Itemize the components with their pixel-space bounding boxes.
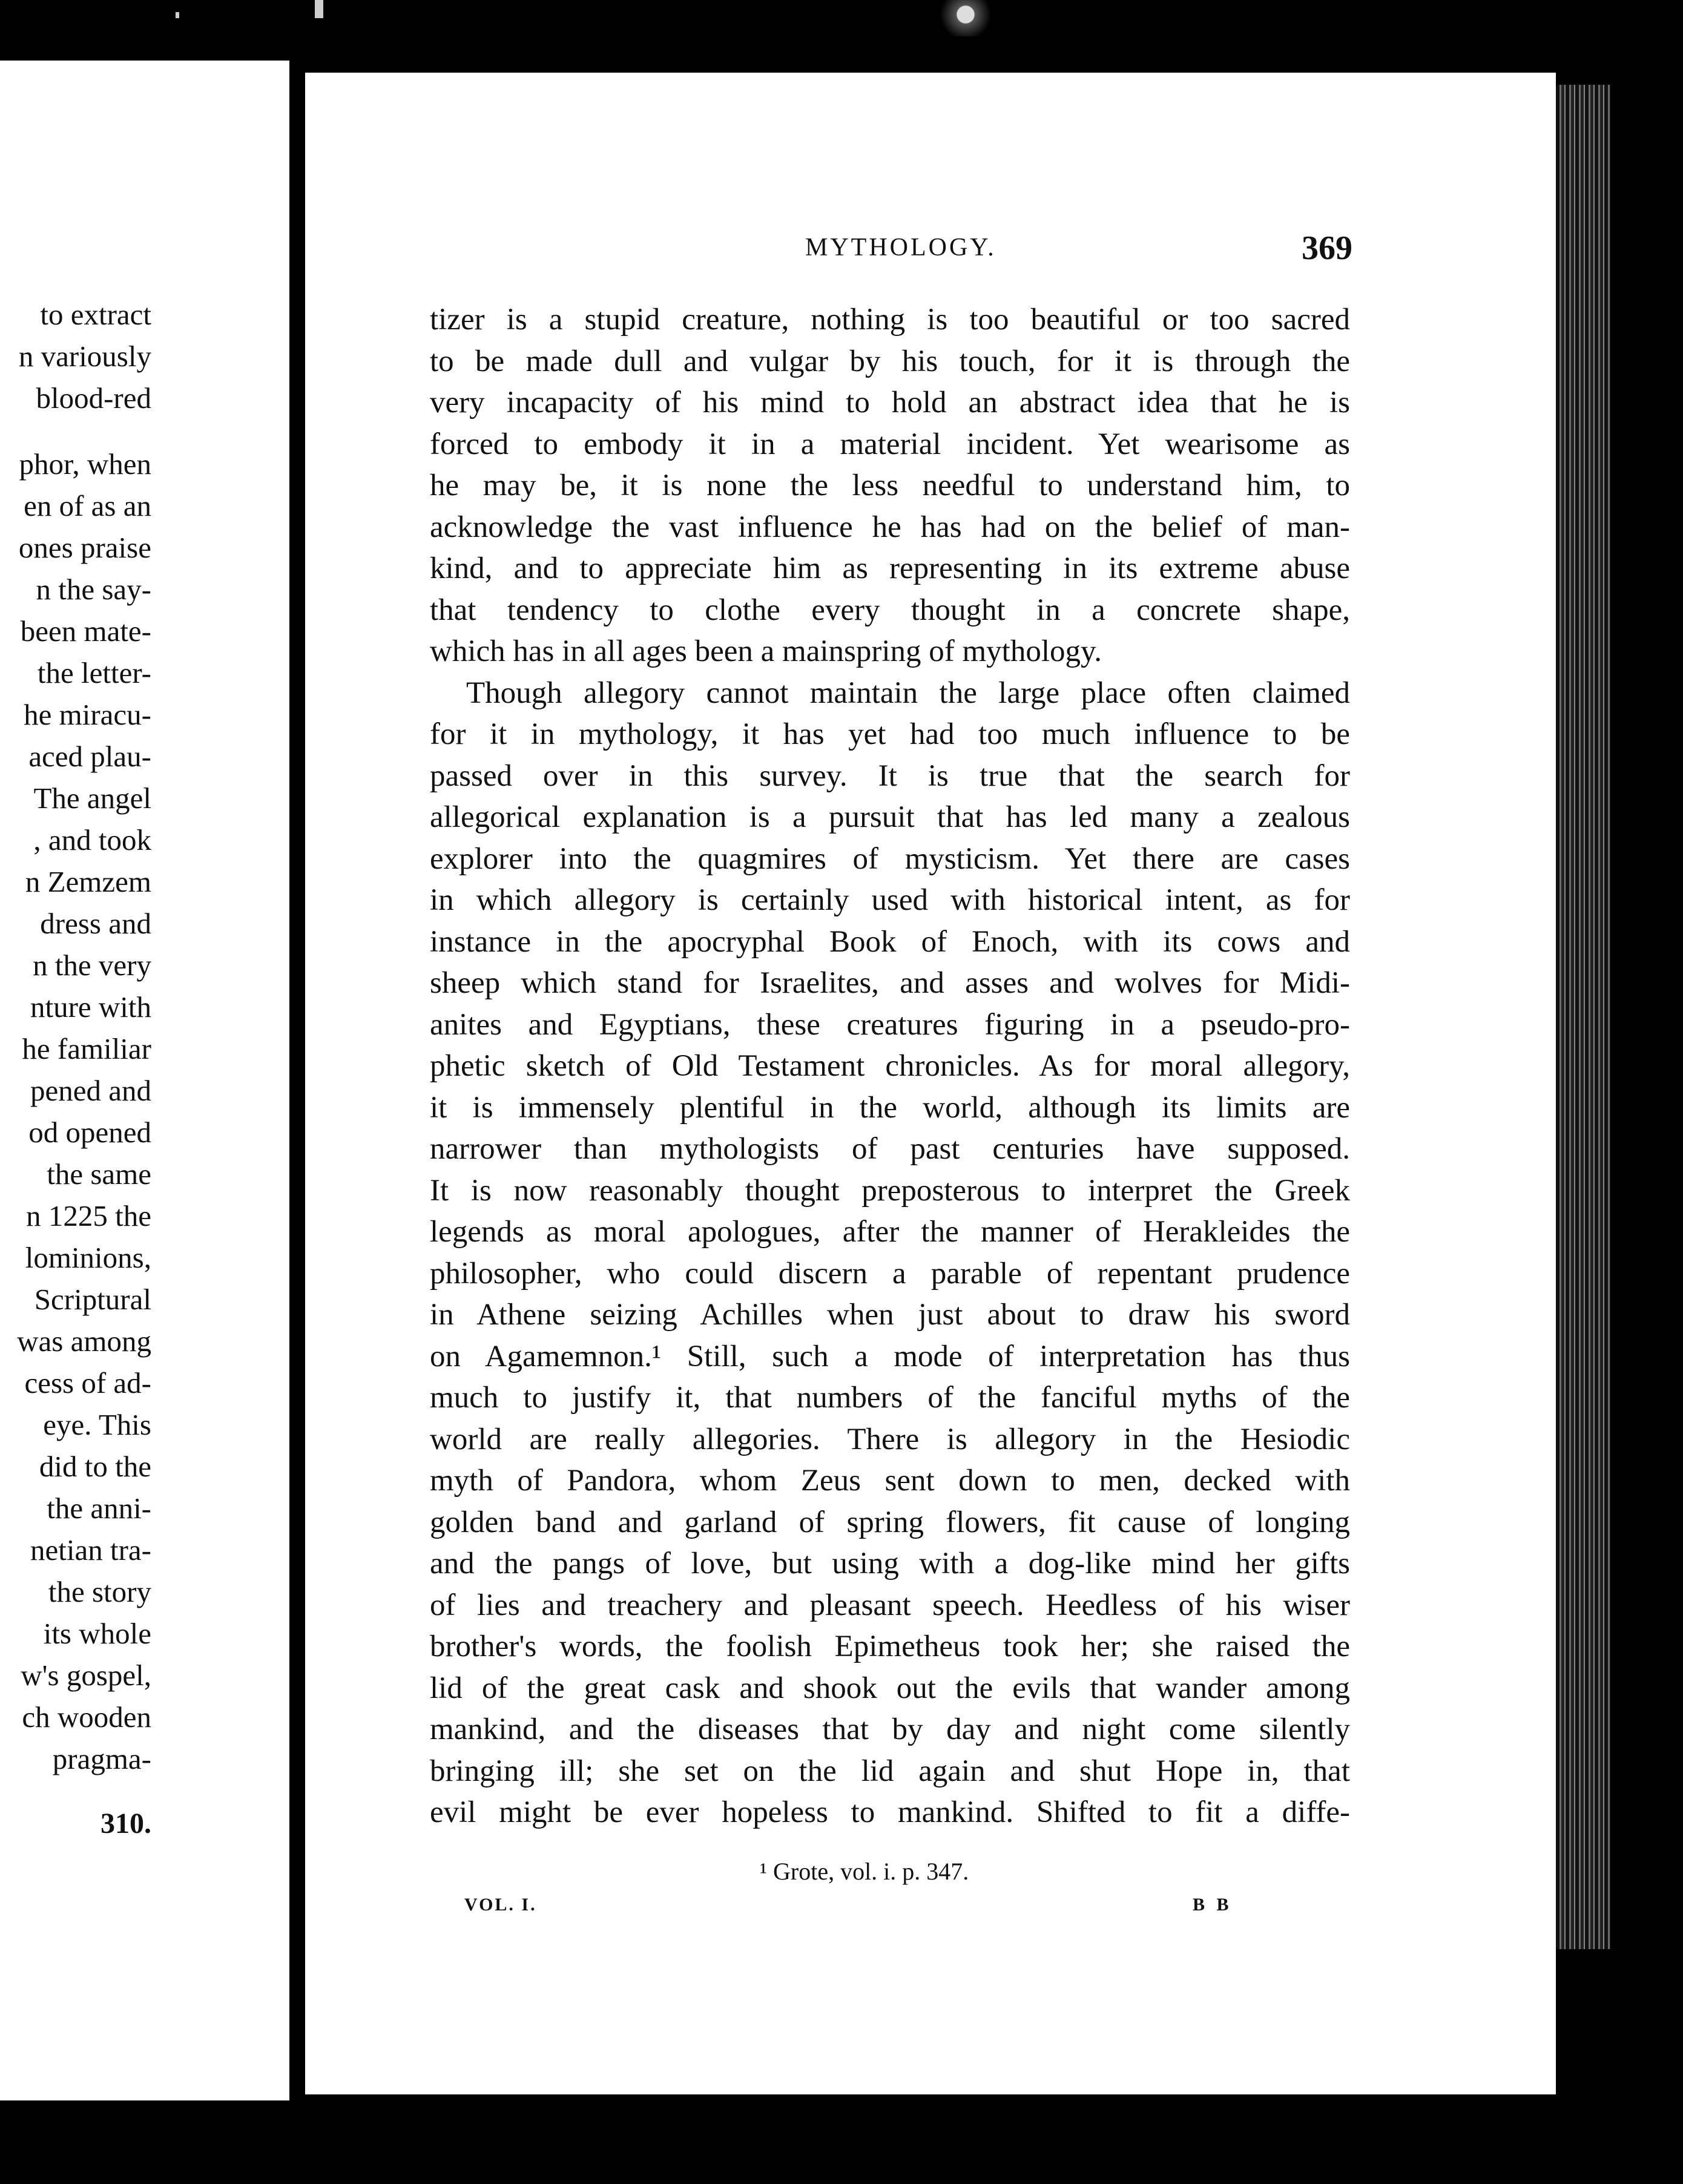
- body-line: explorer into the quagmires of mysticism. Yet there are cases: [430, 841, 1350, 876]
- page-edge-strip: [1556, 85, 1610, 1949]
- left-page-line: did to the: [39, 1450, 151, 1483]
- left-page-line: ch wooden: [22, 1700, 151, 1734]
- left-page-line: en of as an: [24, 489, 151, 522]
- body-line: myth of Pandora, whom Zeus sent down to men, decked with: [430, 1464, 1350, 1498]
- left-page-line: nture with: [30, 990, 151, 1024]
- left-page-text: [0, 294, 289, 1780]
- body-line: evil might be ever hopeless to mankind. Shifted to fit a diffe-: [430, 1795, 1350, 1829]
- left-page-line: netian tra-: [30, 1533, 151, 1567]
- left-page-line: the letter-: [37, 656, 151, 689]
- left-page-line: dress and: [40, 907, 151, 940]
- body-line: in Athene seizing Achilles when just about to draw his sword: [430, 1298, 1350, 1332]
- page-number: 369: [1302, 229, 1352, 267]
- gutter: [289, 61, 305, 2131]
- left-page-line: been mate-: [20, 614, 151, 648]
- body-line: legends as moral apologues, after the manner of Herakleides the: [430, 1215, 1350, 1249]
- body-line: in which allegory is certainly used with historical intent, as for: [430, 883, 1350, 917]
- body-line: and the pangs of love, but using with a dog-like mind her gifts: [430, 1547, 1350, 1580]
- body-line: acknowledge the vast influence he has had on the belief of man-: [430, 510, 1350, 544]
- left-page-line: od opened: [28, 1116, 151, 1149]
- body-line: instance in the apocryphal Book of Enoch, with its cows and: [430, 924, 1350, 959]
- body-line: bringing ill; she set on the lid again and shut Hope in, that: [430, 1754, 1350, 1788]
- signature-mark-right: B B: [1193, 1895, 1233, 1915]
- left-page-line: aced plau-: [28, 740, 151, 773]
- body-line: for it in mythology, it has yet had too much influence to be: [430, 717, 1350, 751]
- left-page-line: blood-red: [36, 381, 151, 415]
- left-page-line: n the very: [33, 949, 151, 982]
- scan-speck: [315, 0, 323, 18]
- body-line: allegorical explanation is a pursuit that has led many a zealous: [430, 800, 1350, 834]
- left-page-line: w's gospel,: [21, 1659, 151, 1692]
- left-page-line: he miracu-: [24, 698, 151, 731]
- body-line: he may be, it is none the less needful to understand him, to: [430, 469, 1350, 502]
- body-line: on Agamemnon.¹ Still, such a mode of interpretation has thus: [430, 1339, 1350, 1373]
- left-page-line: was among: [17, 1324, 151, 1358]
- body-line: very incapacity of his mind to hold an abstract idea that he is: [430, 386, 1350, 419]
- left-page-line: n Zemzem: [25, 865, 151, 898]
- running-head: MYTHOLOGY.: [805, 234, 996, 261]
- body-line: mankind, and the diseases that by day and night come silently: [430, 1712, 1350, 1746]
- body-line: anites and Egyptians, these creatures figuring in a pseudo-pro-: [430, 1007, 1350, 1042]
- left-page-line: pened and: [30, 1074, 151, 1107]
- left-page-line: ones praise: [18, 531, 151, 564]
- body-line: of lies and treachery and pleasant speech. Heedless of his wiser: [430, 1588, 1350, 1622]
- left-page-line: cess of ad-: [24, 1366, 151, 1400]
- top-ornament: [929, 0, 1002, 36]
- footnote: ¹ Grote, vol. i. p. 347.: [760, 1858, 969, 1885]
- body-line: brother's words, the foolish Epimetheus took her; she raised the: [430, 1630, 1350, 1663]
- signature-mark-left: VOL. I.: [464, 1895, 537, 1915]
- left-page-line: to extract: [40, 298, 151, 331]
- body-text: [430, 299, 1350, 1834]
- left-page-line: its whole: [43, 1617, 151, 1650]
- left-page-line: he familiar: [22, 1032, 151, 1065]
- body-line: passed over in this survey. It is true that the search for: [430, 758, 1350, 793]
- left-page-line: eye. This: [43, 1408, 151, 1441]
- left-page-line: phor, when: [19, 447, 151, 481]
- left-page-line: the story: [48, 1575, 151, 1608]
- left-page-number: 310.: [100, 1807, 151, 1840]
- body-line: forced to embody it in a material incident. Yet wearisome as: [430, 427, 1350, 461]
- left-page-line: the same: [47, 1157, 151, 1191]
- left-page-line: pragma-: [52, 1742, 151, 1775]
- body-line: sheep which stand for Israelites, and asses and wolves for Midi-: [430, 966, 1350, 1000]
- body-line: philosopher, who could discern a parable of repentant prudence: [430, 1256, 1350, 1291]
- body-line: which has in all ages been a mainspring of mythology.: [430, 634, 1102, 668]
- left-page-line: , and took: [33, 823, 151, 857]
- body-line: that tendency to clothe every thought in a concrete shape,: [430, 593, 1350, 627]
- body-line: much to justify it, that numbers of the fanciful myths of the: [430, 1381, 1350, 1415]
- scan-speck: [176, 12, 179, 18]
- left-page-line: The angel: [33, 781, 151, 815]
- left-page-line: n the say-: [36, 573, 151, 606]
- body-line: world are really allegories. There is allegory in the Hesiodic: [430, 1422, 1350, 1456]
- left-page-line: n 1225 the: [26, 1199, 151, 1232]
- left-page-line: n variously: [18, 340, 151, 373]
- left-page-line: lominions,: [25, 1241, 151, 1274]
- body-line: It is now reasonably thought preposterous to interpret the Greek: [430, 1173, 1350, 1208]
- body-line: it is immensely plentiful in the world, although its limits are: [430, 1090, 1350, 1125]
- body-line: phetic sketch of Old Testament chronicles. As for moral allegory,: [430, 1049, 1350, 1083]
- left-page-line: the anni-: [47, 1492, 151, 1525]
- body-line: tizer is a stupid creature, nothing is too beautiful or too sacred: [430, 303, 1350, 337]
- body-line: kind, and to appreciate him as representing in its extreme abuse: [430, 551, 1350, 585]
- body-line: to be made dull and vulgar by his touch, for it is through the: [430, 344, 1350, 378]
- left-page-line: Scriptural: [34, 1283, 151, 1316]
- body-line: Though allegory cannot maintain the large place often claimed: [466, 676, 1350, 710]
- body-line: lid of the great cask and shook out the evils that wander among: [430, 1671, 1350, 1705]
- body-line: golden band and garland of spring flowers, fit cause of longing: [430, 1505, 1350, 1539]
- body-line: narrower than mythologists of past centuries have supposed.: [430, 1132, 1350, 1166]
